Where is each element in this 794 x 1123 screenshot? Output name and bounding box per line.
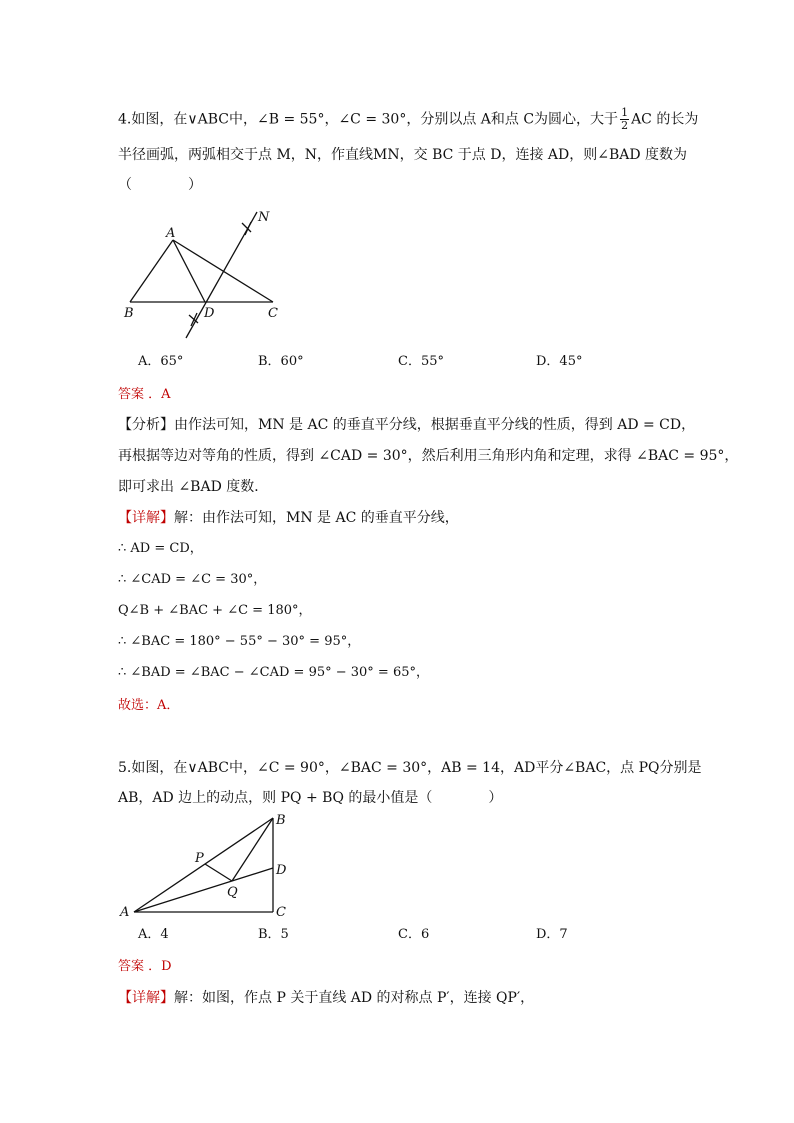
q4-option-a: A．65° xyxy=(138,354,184,369)
q4-stem-line2: 半径画弧，两弧相交于点 M，N，作直线MN，交 BC 于点 D，连接 AD，则∠BAD 度数为 xyxy=(118,147,688,163)
label-d: D xyxy=(276,863,287,878)
fraction-denominator: 2 xyxy=(621,119,629,132)
q5-detail-line1 xyxy=(118,988,688,1008)
segment-ad xyxy=(134,868,273,912)
segment-ab xyxy=(130,240,173,302)
label-q: Q xyxy=(227,885,238,900)
label-d: D xyxy=(204,306,215,321)
q4-stem-line1 xyxy=(118,106,699,132)
q4-option-b: B．60° xyxy=(258,354,304,369)
arc-mark-n xyxy=(242,222,251,235)
q4-answer-blank: （ ） xyxy=(118,177,202,193)
q4-analysis-line2: 再根据等边对等角的性质，得到 ∠CAD = 30°，然后利用三角形内角和定理，求得 ∠BAC = 95°， xyxy=(118,448,739,464)
q5-stem-line2: AB，AD 边上的动点，则 PQ + BQ 的最小值是（ ） xyxy=(118,790,503,806)
q4-step3: Q∠B + ∠BAC + ∠C = 180°， xyxy=(118,603,312,618)
label-b: B xyxy=(276,813,286,828)
q4-step5: ∴ ∠BAD = ∠BAC − ∠CAD = 95° − 30° = 65°， xyxy=(118,665,430,680)
label-a: A xyxy=(166,226,176,241)
q5-option-c: C．6 xyxy=(398,927,430,942)
q4-options xyxy=(138,353,638,371)
q4-detail-head: 【详解】 xyxy=(118,510,174,526)
q5-answer: 答案 ．D xyxy=(118,959,172,974)
label-b: B xyxy=(124,306,134,321)
segment-bq xyxy=(232,818,273,881)
q5-options xyxy=(138,926,638,944)
label-a: A xyxy=(120,905,130,920)
q4-analysis-line3: 即可求出 ∠BAD 度数． xyxy=(118,479,269,495)
q5-stem-line1: 5.如图，在∨ABC中，∠C = 90°，∠BAC = 30°，AB = 14，AD平分∠BAC，点 PQ分别是 xyxy=(118,760,702,776)
q4-step2: ∴ ∠CAD = ∠C = 30°， xyxy=(118,572,267,587)
q4-stem-part2: AC 的长为 xyxy=(631,111,699,128)
fraction-one-half xyxy=(620,107,629,132)
q4-step1: ∴ AD = CD， xyxy=(118,541,203,556)
label-p: P xyxy=(195,851,204,866)
label-n: N xyxy=(258,210,270,225)
q4-step4: ∴ ∠BAC = 180° − 55° − 30° = 95°， xyxy=(118,634,361,649)
q5-option-a: A．4 xyxy=(138,927,169,942)
q4-answer: 答案 ．A xyxy=(118,387,171,402)
q4-stem-part1: 4.如图，在∨ABC中，∠B = 55°，∠C = 30°，分别以点 A和点 C为圆心，大于 xyxy=(118,111,619,128)
q4-option-c: C．55° xyxy=(398,354,444,369)
q4-choose: 故选：A． xyxy=(118,698,180,713)
q4-detail-text: 解：由作法可知，MN 是 AC 的垂直平分线， xyxy=(174,510,459,526)
q4-option-d: D．45° xyxy=(536,354,583,369)
label-c: C xyxy=(276,905,286,920)
segment-pq xyxy=(205,864,232,881)
q4-figure xyxy=(118,205,298,347)
q5-option-b: B．5 xyxy=(258,927,289,942)
q5-detail-head: 【详解】 xyxy=(118,990,174,1006)
fraction-numerator: 1 xyxy=(621,106,629,119)
q4-detail-line1 xyxy=(118,508,688,528)
q5-figure xyxy=(116,810,306,922)
label-c: C xyxy=(268,306,278,321)
segment-ac xyxy=(173,240,273,302)
q4-analysis-line1: 【分析】由作法可知，MN 是 AC 的垂直平分线，根据垂直平分线的性质，得到 AD = CD， xyxy=(118,417,696,433)
q5-detail-text: 解：如图，作点 P 关于直线 AD 的对称点 P′，连接 QP′， xyxy=(174,990,535,1006)
q5-option-d: D．7 xyxy=(536,927,568,942)
